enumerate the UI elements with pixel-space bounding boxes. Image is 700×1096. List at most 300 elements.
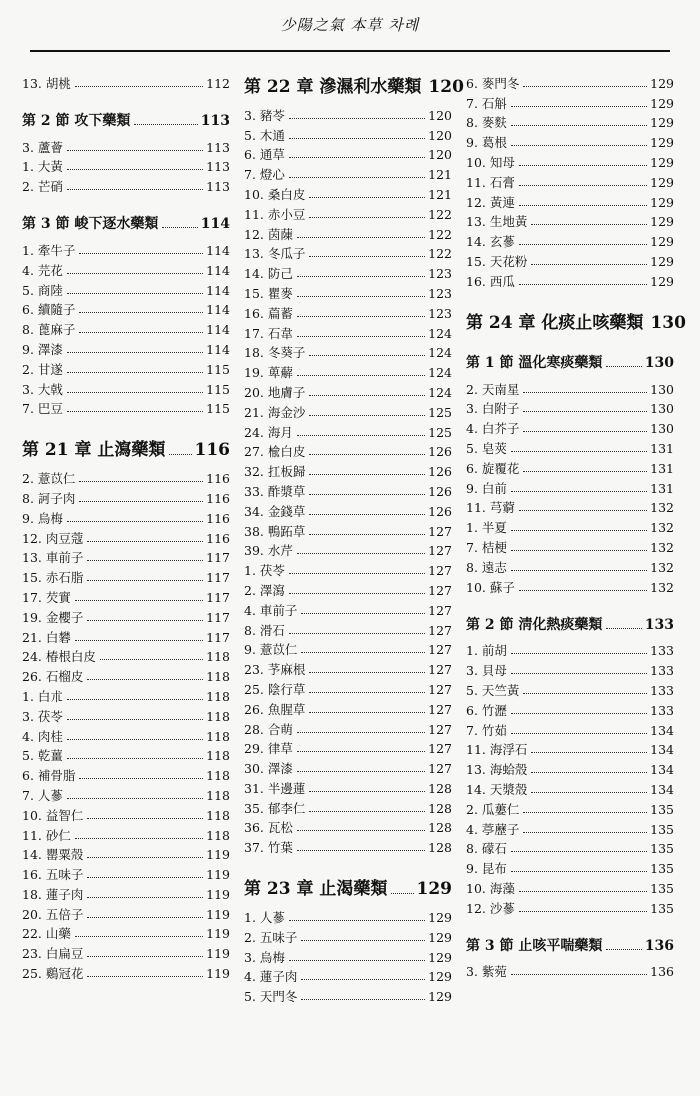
entry-page-number: 118 (206, 649, 230, 665)
entry-page-number: 118 (206, 807, 230, 823)
entry-page-number: 123 (428, 266, 452, 282)
entry-label: 4. 葶藶子 (466, 821, 520, 837)
entry-label: 4. 肉桂 (22, 728, 63, 744)
dot-leader (289, 633, 425, 634)
entry-page-number: 124 (428, 384, 452, 400)
toc-entry (22, 299, 230, 319)
entry-label: 3. 烏梅 (244, 949, 285, 965)
toc-entry (244, 658, 452, 678)
dot-leader (67, 169, 203, 170)
entry-label: 8. 礞石 (466, 841, 507, 857)
entry-page-number: 112 (206, 75, 230, 91)
toc-entry (466, 516, 674, 536)
toc-entry (22, 764, 230, 784)
entry-label: 7. 巴豆 (22, 401, 63, 417)
dot-leader (309, 811, 425, 812)
toc-entry (22, 467, 230, 487)
toc-entry (22, 566, 230, 586)
entry-label: 6. 麥門冬 (466, 75, 520, 91)
heading-label: 第 2 節 攻下藥類 (22, 112, 131, 129)
heading-page-number: 133 (644, 616, 674, 633)
dot-leader (531, 772, 647, 773)
dot-leader (301, 940, 425, 941)
entry-label: 9. 薏苡仁 (244, 642, 298, 658)
dot-leader (79, 312, 203, 313)
entry-label: 3. 茯苓 (22, 708, 63, 724)
dot-leader (519, 244, 647, 245)
heading-label: 第 2 節 淸化熱痰藥類 (466, 616, 603, 633)
entry-label: 1. 茯苓 (244, 563, 285, 579)
entry-page-number: 129 (650, 95, 674, 111)
toc-entry (466, 131, 674, 151)
dot-leader (67, 352, 203, 353)
entry-label: 21. 白礬 (22, 629, 71, 645)
entry-label: 3. 蘆薈 (22, 139, 63, 155)
entry-label: 4. 白芥子 (466, 421, 520, 437)
dot-leader (511, 974, 647, 975)
entry-label: 17. 芡實 (22, 589, 71, 605)
toc-entry (22, 804, 230, 824)
dot-leader (519, 590, 647, 591)
entry-page-number: 119 (206, 847, 230, 863)
entry-page-number: 135 (650, 861, 674, 877)
entry-label: 4. 車前子 (244, 602, 298, 618)
heading-label: 第 3 節 峻下逐水藥類 (22, 216, 159, 233)
entry-page-number: 117 (206, 550, 230, 566)
entry-label: 18. 蓮子肉 (22, 886, 84, 902)
toc-entry (244, 104, 452, 124)
toc-entry (22, 725, 230, 745)
dot-leader (79, 481, 203, 482)
toc-entry (244, 460, 452, 480)
entry-label: 27. 楡白皮 (244, 444, 306, 460)
toc-entry (466, 171, 674, 191)
entry-label: 13. 冬瓜子 (244, 246, 306, 262)
toc-entry (22, 844, 230, 864)
dot-leader (511, 673, 647, 674)
entry-page-number: 129 (428, 949, 452, 965)
entry-page-number: 119 (206, 926, 230, 942)
entry-label: 4. 芫花 (22, 262, 63, 278)
dot-leader (67, 189, 203, 190)
entry-page-number: 130 (650, 401, 674, 417)
section-heading (466, 614, 674, 636)
toc-entry (22, 646, 230, 666)
entry-page-number: 127 (428, 681, 452, 697)
toc-entry (466, 191, 674, 211)
entry-label: 32. 扛板歸 (244, 464, 306, 480)
entry-page-number: 127 (428, 701, 452, 717)
dot-leader (67, 293, 203, 294)
toc-entry (244, 559, 452, 579)
entry-page-number: 118 (206, 728, 230, 744)
entry-page-number: 135 (650, 801, 674, 817)
entry-page-number: 127 (428, 602, 452, 618)
dot-leader (301, 999, 425, 1000)
entry-page-number: 127 (428, 543, 452, 559)
entry-page-number: 114 (206, 322, 230, 338)
entry-label: 37. 竹葉 (244, 840, 293, 856)
heading-label: 第 3 節 止咳平喘藥類 (466, 937, 603, 954)
entry-label: 14. 防己 (244, 266, 293, 282)
toc-entry (22, 527, 230, 547)
dot-leader (79, 778, 203, 779)
entry-page-number: 129 (650, 234, 674, 250)
toc-entry (244, 144, 452, 164)
toc-entry (466, 536, 674, 556)
toc-entry (466, 897, 674, 917)
heading-page-number: 129 (416, 879, 452, 900)
dot-leader (519, 165, 647, 166)
entry-label: 16. 萹蓄 (244, 305, 293, 321)
dot-leader (309, 256, 425, 257)
toc-entry (466, 739, 674, 759)
dot-leader (511, 145, 647, 146)
toc-entry (466, 719, 674, 739)
entry-label: 12. 黃連 (466, 194, 515, 210)
toc-entry (466, 211, 674, 231)
dot-leader (309, 514, 425, 515)
entry-page-number: 135 (650, 841, 674, 857)
dot-leader (289, 960, 425, 961)
entry-page-number: 118 (206, 827, 230, 843)
entry-label: 1. 半夏 (466, 520, 507, 536)
entry-page-number: 132 (650, 520, 674, 536)
dot-leader (531, 224, 647, 225)
toc-entry (244, 302, 452, 322)
entry-label: 8. 蓖麻子 (22, 322, 76, 338)
toc-entry (466, 857, 674, 877)
toc-entry (22, 487, 230, 507)
dot-leader (511, 653, 647, 654)
entry-page-number: 134 (650, 781, 674, 797)
dot-leader (87, 620, 203, 621)
entry-page-number: 129 (428, 969, 452, 985)
toc-entry (22, 745, 230, 765)
entry-page-number: 133 (650, 702, 674, 718)
dot-leader (87, 541, 203, 542)
entry-page-number: 127 (428, 761, 452, 777)
toc-entry (244, 698, 452, 718)
toc-entry (244, 797, 452, 817)
entry-page-number: 118 (206, 708, 230, 724)
dot-leader (79, 332, 203, 333)
entry-page-number: 128 (428, 780, 452, 796)
toc-entry (22, 72, 230, 92)
entry-label: 8. 訶子肉 (22, 490, 76, 506)
dot-leader (309, 534, 425, 535)
entry-label: 7. 燈心 (244, 167, 285, 183)
dot-leader (523, 431, 647, 432)
dot-leader (67, 150, 203, 151)
section-heading (466, 352, 674, 374)
toc-entry (466, 437, 674, 457)
toc-entry (466, 877, 674, 897)
entry-label: 5. 天門冬 (244, 989, 298, 1005)
entry-page-number: 113 (206, 179, 230, 195)
entry-page-number: 134 (650, 762, 674, 778)
entry-label: 12. 沙蔘 (466, 900, 515, 916)
entry-page-number: 129 (650, 75, 674, 91)
entry-page-number: 133 (650, 643, 674, 659)
heading-page-number: 116 (194, 440, 230, 461)
dot-leader (523, 832, 647, 833)
entry-page-number: 116 (206, 471, 230, 487)
entry-page-number: 113 (206, 139, 230, 155)
dot-leader (75, 640, 203, 641)
entry-label: 23. 白扁豆 (22, 946, 84, 962)
dot-leader (511, 451, 647, 452)
entry-label: 16. 西瓜 (466, 273, 515, 289)
dot-leader (289, 593, 425, 594)
toc-entry (22, 239, 230, 259)
toc-entry (22, 665, 230, 685)
dot-leader (309, 692, 425, 693)
dot-leader (297, 276, 425, 277)
toc-entry (244, 777, 452, 797)
toc-entry (466, 556, 674, 576)
toc-entry (244, 738, 452, 758)
toc-entry (466, 961, 674, 981)
chapter-heading (466, 308, 686, 334)
entry-label: 2. 瓜蔞仁 (466, 801, 520, 817)
dot-leader (297, 237, 425, 238)
dot-leader (531, 792, 647, 793)
section-heading (466, 935, 674, 957)
entry-page-number: 126 (428, 483, 452, 499)
entry-label: 30. 澤漆 (244, 761, 293, 777)
heading-label: 第 24 章 化痰止咳藥類 (466, 312, 644, 333)
dot-leader (511, 550, 647, 551)
dot-leader (289, 573, 425, 574)
toc-entry (244, 836, 452, 856)
toc-entry (466, 576, 674, 596)
toc-entry (22, 507, 230, 527)
entry-page-number: 115 (206, 381, 230, 397)
toc-entry (244, 817, 452, 837)
entry-page-number: 135 (650, 900, 674, 916)
heading-label: 第 21 章 止瀉藥類 (22, 440, 166, 461)
dot-leader (289, 157, 425, 158)
entry-label: 29. 律草 (244, 741, 293, 757)
entry-page-number: 127 (428, 563, 452, 579)
entry-page-number: 122 (428, 206, 452, 222)
dot-leader (301, 652, 425, 653)
dot-leader (523, 411, 647, 412)
dot-leader (297, 553, 425, 554)
entry-label: 25. 鷄冠花 (22, 966, 84, 982)
toc-entry (22, 259, 230, 279)
entry-label: 3. 白附子 (466, 401, 520, 417)
entry-label: 2. 天南星 (466, 381, 520, 397)
entry-page-number: 122 (428, 246, 452, 262)
entry-label: 10. 海藻 (466, 880, 515, 896)
entry-label: 17. 石韋 (244, 325, 293, 341)
entry-label: 23. 芧麻根 (244, 662, 306, 678)
dot-leader (309, 217, 425, 218)
entry-label: 19. 萆薢 (244, 365, 293, 381)
dot-leader (523, 693, 647, 694)
entry-label: 31. 半邊蓮 (244, 780, 306, 796)
dot-leader (309, 672, 425, 673)
chapter-heading (244, 72, 464, 98)
dot-leader (67, 411, 203, 412)
entry-page-number: 128 (428, 820, 452, 836)
entry-label: 3. 豬苓 (244, 107, 285, 123)
entry-label: 13. 海蛤殼 (466, 762, 528, 778)
dot-leader (511, 491, 647, 492)
toc-entry (466, 778, 674, 798)
entry-label: 34. 金錢草 (244, 503, 306, 519)
entry-label: 20. 五倍子 (22, 906, 84, 922)
dot-leader (297, 732, 425, 733)
entry-label: 35. 郁李仁 (244, 800, 306, 816)
entry-label: 8. 遠志 (466, 559, 507, 575)
dot-leader (87, 956, 203, 957)
toc-entry (244, 599, 452, 619)
entry-label: 1. 人蔘 (244, 910, 285, 926)
entry-page-number: 129 (428, 929, 452, 945)
dot-leader (519, 185, 647, 186)
entry-page-number: 125 (428, 404, 452, 420)
entry-label: 14. 罌粟殼 (22, 847, 84, 863)
toc-entry (22, 784, 230, 804)
toc-entry (22, 705, 230, 725)
dot-leader (309, 791, 425, 792)
entry-label: 3. 紫菀 (466, 964, 507, 980)
entry-label: 10. 桑白皮 (244, 186, 306, 202)
toc-entry (244, 946, 452, 966)
entry-page-number: 118 (206, 669, 230, 685)
dot-leader (67, 521, 203, 522)
entry-label: 11. 石膏 (466, 174, 515, 190)
entry-page-number: 119 (206, 906, 230, 922)
entry-page-number: 113 (206, 159, 230, 175)
entry-label: 11. 海浮石 (466, 742, 528, 758)
entry-label: 12. 茵蔯 (244, 226, 293, 242)
entry-label: 26. 石榴皮 (22, 669, 84, 685)
dot-leader (67, 699, 203, 700)
toc-entry (22, 318, 230, 338)
entry-page-number: 124 (428, 325, 452, 341)
dot-leader (289, 920, 425, 921)
dot-leader (511, 851, 647, 852)
entry-page-number: 127 (428, 622, 452, 638)
entry-page-number: 118 (206, 768, 230, 784)
toc-entry (244, 520, 452, 540)
toc-entry (22, 338, 230, 358)
toc-entry (466, 659, 674, 679)
entry-label: 26. 魚腥草 (244, 701, 306, 717)
entry-page-number: 115 (206, 401, 230, 417)
entry-label: 28. 合萌 (244, 721, 293, 737)
entry-label: 39. 水芹 (244, 543, 293, 559)
entry-label: 5. 天竺黃 (466, 682, 520, 698)
heading-label: 第 22 章 滲濕利水藥類 (244, 77, 422, 97)
dot-leader (309, 712, 425, 713)
dot-leader (67, 798, 203, 799)
entry-page-number: 129 (428, 989, 452, 1005)
entry-page-number: 118 (206, 748, 230, 764)
dot-leader (523, 86, 647, 87)
heading-page-number: 120 (428, 77, 464, 97)
toc-entry (244, 322, 452, 342)
toc-entry (244, 163, 452, 183)
entry-label: 9. 昆布 (466, 861, 507, 877)
entry-page-number: 121 (428, 167, 452, 183)
dot-leader (309, 415, 425, 416)
entry-label: 2. 五味子 (244, 929, 298, 945)
dot-leader (519, 284, 647, 285)
entry-page-number: 119 (206, 946, 230, 962)
entry-page-number: 117 (206, 570, 230, 586)
entry-label: 6. 補骨脂 (22, 768, 76, 784)
entry-label: 15. 天花粉 (466, 253, 528, 269)
toc-entry (22, 398, 230, 418)
dot-leader (519, 510, 647, 511)
entry-label: 5. 乾薑 (22, 748, 63, 764)
dot-leader (309, 355, 425, 356)
dot-leader (531, 264, 647, 265)
entry-label: 7. 桔梗 (466, 539, 507, 555)
dot-leader (606, 628, 641, 629)
entry-page-number: 127 (428, 582, 452, 598)
toc-entry (22, 586, 230, 606)
entry-page-number: 135 (650, 821, 674, 837)
entry-page-number: 132 (650, 539, 674, 555)
entry-label: 5. 皂莢 (466, 440, 507, 456)
entry-page-number: 127 (428, 721, 452, 737)
dot-leader (511, 871, 647, 872)
dot-leader (75, 838, 203, 839)
entry-page-number: 114 (206, 242, 230, 258)
toc-entry (244, 480, 452, 500)
dot-leader (309, 494, 425, 495)
entry-label: 7. 竹茹 (466, 722, 507, 738)
entry-label: 2. 薏苡仁 (22, 471, 76, 487)
entry-page-number: 129 (650, 194, 674, 210)
toc-entry (466, 640, 674, 660)
toc-entry (466, 838, 674, 858)
dot-leader (87, 818, 203, 819)
dot-leader (75, 936, 203, 937)
dot-leader (301, 613, 425, 614)
entry-label: 4. 蓮子肉 (244, 969, 298, 985)
dot-leader (297, 336, 425, 337)
dot-leader (67, 758, 203, 759)
entry-page-number: 126 (428, 503, 452, 519)
entry-page-number: 123 (428, 305, 452, 321)
dot-leader (391, 893, 413, 894)
entry-label: 1. 白朮 (22, 688, 63, 704)
entry-label: 1. 牽牛子 (22, 242, 76, 258)
entry-label: 12. 肉豆蔻 (22, 530, 84, 546)
entry-page-number: 114 (206, 341, 230, 357)
toc-entry (466, 92, 674, 112)
dot-leader (531, 752, 647, 753)
toc-entry (244, 381, 452, 401)
entry-label: 6. 旋覆花 (466, 460, 520, 476)
entry-label: 9. 烏梅 (22, 510, 63, 526)
toc-entry (22, 942, 230, 962)
dot-leader (297, 435, 425, 436)
dot-leader (67, 719, 203, 720)
dot-leader (511, 570, 647, 571)
dot-leader (301, 979, 425, 980)
header-rule (30, 50, 670, 52)
entry-page-number: 114 (206, 282, 230, 298)
entry-page-number: 129 (650, 214, 674, 230)
